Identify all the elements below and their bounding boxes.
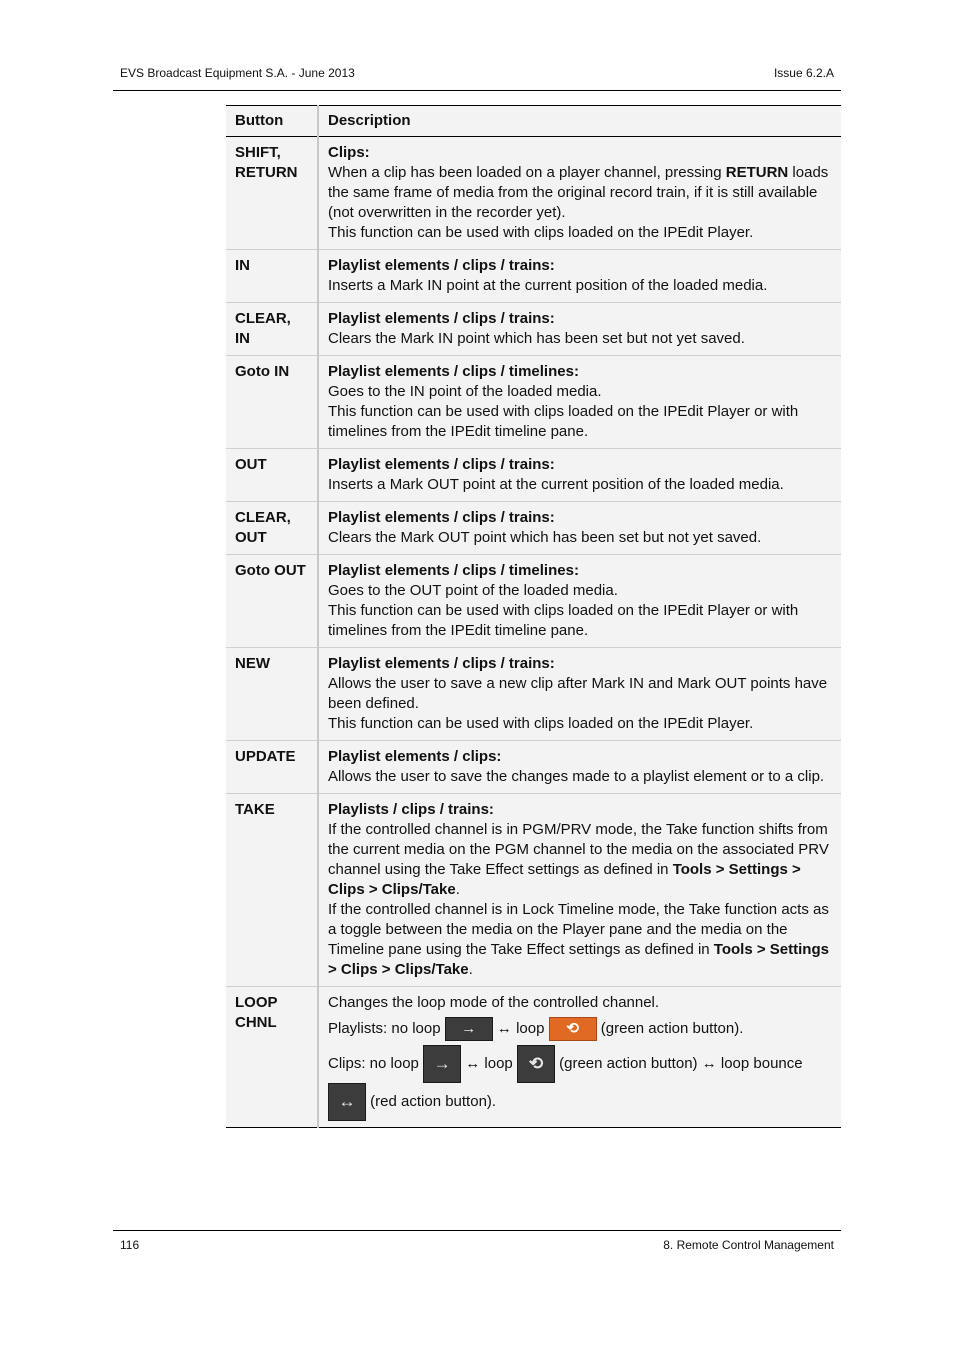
table-row [226,741,841,794]
description-text [328,163,833,223]
text-span: When a clip has been loaded on a player channel, pressing [328,164,726,181]
description-text: Clears the Mark IN point which has been set but not yet saved. [328,330,745,347]
button-cell: UPDATE [226,741,318,794]
description-text: This function can be used with clips loaded on the IPEdit Player or with timelines from the IPEdit timeline pane. [328,602,799,639]
text-span: (green action button) ↔ loop bounce [554,1054,803,1072]
no-loop-arrow-icon: → [445,1017,493,1041]
description-title: Playlist elements / clips / trains: [328,655,555,672]
column-header-description: Description [318,106,841,137]
description-text: Inserts a Mark IN point at the current position of the loaded media. [328,277,768,294]
button-cell: NEW [226,648,318,741]
page-number: 116 [120,1238,140,1252]
description-title: Playlist elements / clips: [328,748,502,765]
description-text: This function can be used with clips loaded on the IPEdit Player. [328,715,754,732]
text-span: . [468,961,473,978]
description-title: Playlist elements / clips / trains: [328,456,555,473]
description-text: Goes to the OUT point of the loaded media. [328,582,618,599]
description-text: Clears the Mark OUT point which has been set but not yet saved. [328,529,762,546]
description-title: Playlist elements / clips / trains: [328,257,555,274]
table-header-row [226,106,841,137]
description-title: Clips: [328,144,370,161]
description-text [328,820,833,900]
header-left: EVS Broadcast Equipment S.A. - June 2013 [120,66,355,80]
description-text: Allows the user to save a new clip after Mark IN and Mark OUT points have been defined. [328,675,828,712]
description-title: Playlist elements / clips / timelines: [328,363,579,380]
description-title: Playlist elements / clips / trains: [328,509,555,526]
button-cell: TAKE [226,794,318,987]
description-cell [318,502,841,555]
text-span: loads the same frame of media from the original record train, if it is still available (not overwritten in the recorder yet). [328,164,829,221]
text-span: Clips: no loop [328,1054,424,1072]
text-span: (green action button). [596,1019,744,1037]
description-cell [318,449,841,502]
button-cell: Goto IN [226,356,318,449]
buttons-table [226,105,841,1128]
description-text: Allows the user to save the changes made to a playlist element or to a clip. [328,768,825,785]
text-span: If the controlled channel is in PGM/PRV mode, the Take function shifts from the current media on the PGM channel to the media on the associated PRV channel using the Take Effect settings as defined in [328,821,829,878]
button-cell: Goto OUT [226,555,318,648]
description-text [328,900,833,980]
button-cell: CLEAR, OUT [226,502,318,555]
clips-loop-line [328,1045,833,1121]
description-cell [318,137,841,250]
description-cell [318,356,841,449]
playlists-loop-line [328,1017,833,1041]
button-cell: SHIFT, RETURN [226,137,318,250]
loop-bounce-icon: ↔ [328,1083,366,1121]
table-row [226,449,841,502]
no-loop-arrow-icon: → [423,1045,461,1083]
text-span: If the controlled channel is in Lock Timeline mode, the Take function acts as a toggle between the media on the Player pane and the media on the Timeline pane using the Take Effect settings as defined in [328,901,829,958]
description-cell [318,303,841,356]
text-bold: RETURN [725,164,789,181]
description-cell [318,741,841,794]
description-text: Inserts a Mark OUT point at the current position of the loaded media. [328,476,784,493]
table-row [226,250,841,303]
description-text: This function can be used with clips loaded on the IPEdit Player or with timelines from the IPEdit timeline pane. [328,403,799,440]
table-row [226,502,841,555]
description-cell [318,794,841,987]
description-title: Playlists / clips / trains: [328,801,494,818]
button-cell: IN [226,250,318,303]
menu-path: Tools > Settings > Clips > Clips/Take [328,941,829,978]
table-row [226,648,841,741]
text-span: ↔ loop [461,1054,517,1072]
header-right: Issue 6.2.A [773,66,834,80]
footer-rule [113,1230,841,1231]
header-rule [113,90,841,91]
description-cell [318,987,841,1128]
table-row [226,555,841,648]
text-span: (red action button). [366,1092,497,1110]
description-text: Goes to the IN point of the loaded media. [328,383,602,400]
text-span: ↔ loop [492,1019,549,1037]
button-cell: OUT [226,449,318,502]
table-row [226,137,841,250]
description-title: Playlist elements / clips / timelines: [328,562,579,579]
button-cell: LOOP CHNL [226,987,318,1128]
description-text: Changes the loop mode of the controlled channel. [328,994,660,1011]
column-header-button: Button [226,106,318,137]
footer-section: 8. Remote Control Management [663,1238,834,1252]
text-span: . [455,881,460,898]
loop-icon: ⟲ [549,1017,597,1041]
description-cell [318,555,841,648]
description-title: Playlist elements / clips / trains: [328,310,555,327]
table-row [226,356,841,449]
loop-icon: ⟲ [517,1045,555,1083]
table-row [226,987,841,1128]
menu-path: Tools > Settings > Clips > Clips/Take [328,861,801,898]
description-text: This function can be used with clips loaded on the IPEdit Player. [328,224,754,241]
table-row [226,794,841,987]
description-cell [318,648,841,741]
text-span: Playlists: no loop [328,1019,445,1037]
description-cell [318,250,841,303]
table-row [226,303,841,356]
button-cell: CLEAR, IN [226,303,318,356]
